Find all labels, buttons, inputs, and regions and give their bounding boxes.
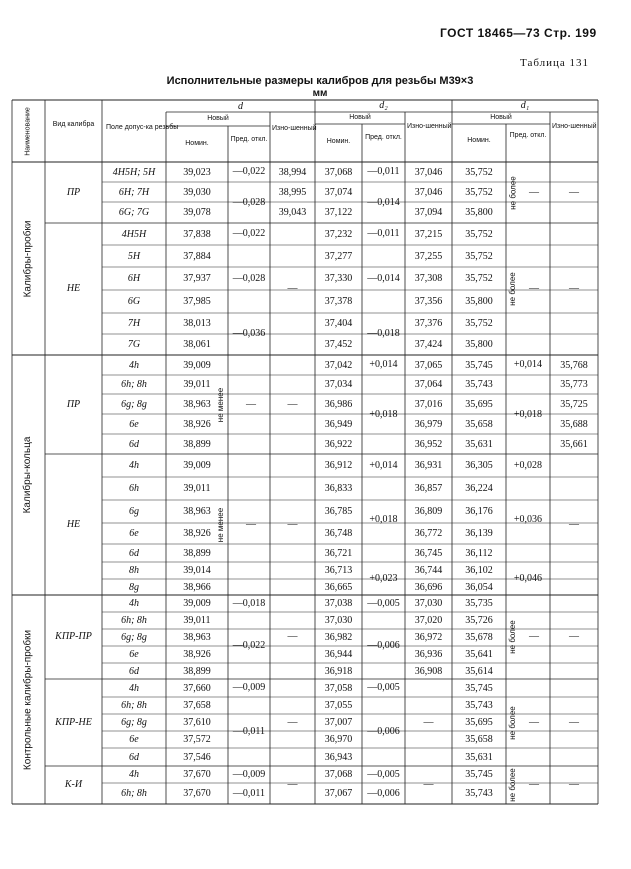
- dash-cell: —: [529, 186, 539, 198]
- tolerance-cell: 6H; 7H: [118, 186, 150, 198]
- d-dev-cell: —0,036: [232, 328, 266, 339]
- d-nom-cell: 37,838: [183, 228, 211, 240]
- d2-worn-cell: 37,016: [414, 398, 443, 410]
- d1-nom-cell: 35,695: [465, 717, 493, 728]
- d2-dev-cell: —0,006: [367, 725, 400, 737]
- d2-worn-cell: 36,952: [414, 438, 443, 450]
- kind-label: ПР: [66, 398, 81, 410]
- tolerance-cell: 6g; 8g: [121, 632, 147, 643]
- col-header-new: Новый: [207, 115, 229, 122]
- tolerance-cell: 6g; 8g: [121, 398, 147, 410]
- d2-nom-cell: 36,912: [324, 460, 353, 471]
- d-nom-cell: 38,899: [183, 547, 211, 559]
- d2-worn-cell: 36,931: [414, 460, 443, 471]
- d1-nom-cell: 35,752: [465, 228, 493, 240]
- col-header-d2: d₂: [379, 100, 388, 111]
- tolerance-cell: 6d: [129, 751, 139, 763]
- d1-nom-cell: 36,112: [465, 547, 493, 559]
- d-nom-cell: 39,011: [183, 483, 211, 494]
- d2-dev-cell: +0,014: [369, 459, 398, 471]
- tolerance-cell: 4h: [129, 682, 139, 694]
- dash-cell: —: [287, 518, 298, 530]
- col-header-worn: Изно-шенный: [407, 123, 452, 130]
- d2-dev-cell: —0,011: [367, 228, 400, 239]
- d1-nom-cell: 35,743: [465, 700, 493, 711]
- d2-worn-cell: 36,936: [414, 649, 443, 660]
- d-nom-cell: 38,963: [183, 398, 211, 410]
- d1-nom-cell: 35,752: [465, 186, 493, 198]
- d1-nom-cell: 35,752: [465, 273, 493, 284]
- d1-nom-cell: 35,745: [465, 769, 493, 780]
- tolerance-cell: 7G: [127, 339, 141, 350]
- d1-nom-cell: 36,176: [465, 506, 493, 517]
- tolerance-cell: 6G: [127, 296, 141, 307]
- col-header-dev: Пред. откл.: [509, 132, 547, 139]
- d-dev-cell: —0,022: [232, 228, 266, 239]
- d2-dev-cell: +0,023: [369, 572, 398, 584]
- tolerance-cell: 7H: [127, 318, 141, 329]
- d2-dev-cell: +0,018: [369, 513, 398, 525]
- d2-worn-cell: 37,064: [414, 379, 443, 390]
- table-number: Таблица 131: [520, 57, 590, 69]
- d2-nom-cell: 37,042: [324, 359, 353, 371]
- d-nom-cell: 38,966: [183, 581, 211, 593]
- d1-nom-cell: 35,743: [465, 379, 493, 390]
- tolerance-cell: 6d: [129, 547, 139, 559]
- col-header-nom: Номин.: [467, 137, 491, 144]
- d2-worn-cell: 37,046: [414, 186, 443, 198]
- d2-nom-cell: 37,067: [324, 788, 353, 799]
- d2-dev-cell: +0,018: [369, 408, 398, 420]
- d-nom-cell: 38,963: [183, 632, 211, 643]
- d2-nom-cell: 36,665: [324, 581, 353, 593]
- tolerance-cell: 5H: [127, 250, 141, 262]
- d2-worn-cell: 37,046: [414, 166, 443, 178]
- d2-worn-cell: 36,772: [414, 528, 443, 539]
- d2-nom-cell: 37,378: [324, 296, 353, 307]
- d-dev-cell: —0,018: [232, 597, 266, 609]
- d1-worn-cell: 35,688: [560, 418, 588, 430]
- d-nom-cell: 39,078: [183, 207, 211, 218]
- dash-cell: —: [423, 716, 434, 728]
- d2-worn-cell: 36,696: [414, 581, 443, 593]
- d-nom-cell: 38,926: [183, 528, 211, 539]
- tolerance-cell: 6h; 8h: [121, 615, 147, 626]
- d1-nom-cell: 35,752: [465, 250, 493, 262]
- col-header-tolerance: Поле допус-ка резьбы: [106, 124, 179, 131]
- d2-nom-cell: 36,944: [324, 649, 353, 660]
- col-header-d1: d₁: [520, 100, 530, 111]
- table-caption: Исполнительные размеры калибров для резьбы М39×3: [166, 75, 474, 87]
- d-dev-cell: —0,009: [232, 682, 266, 693]
- col-header-new: Новый: [349, 114, 371, 121]
- d-nom-cell: 39,009: [183, 598, 211, 609]
- d1-nom-cell: 35,735: [465, 598, 493, 609]
- d2-worn-cell: 37,255: [414, 250, 443, 262]
- d-nom-cell: 38,963: [183, 506, 211, 517]
- dash-cell: —: [569, 779, 579, 790]
- tolerance-cell: 6H: [127, 273, 141, 284]
- d-nom-cell: 39,011: [183, 615, 211, 626]
- dash-cell: —: [529, 631, 539, 642]
- d1-nom-cell: 35,800: [465, 296, 493, 307]
- vertical-note: не менее: [216, 387, 225, 422]
- d-nom-cell: 37,546: [183, 751, 211, 763]
- col-header-name: Наименование: [24, 106, 32, 156]
- d2-worn-cell: 37,020: [414, 615, 443, 626]
- d1-dev-cell: +0,018: [513, 408, 543, 420]
- d-dev-cell: —0,011: [232, 787, 266, 799]
- d-nom-cell: 37,937: [183, 273, 211, 284]
- d1-nom-cell: 35,631: [465, 438, 493, 450]
- d2-nom-cell: 37,007: [324, 717, 353, 728]
- d2-nom-cell: 37,068: [324, 769, 353, 780]
- d-dev-cell: —0,028: [232, 273, 266, 284]
- tolerance-cell: 6e: [129, 418, 139, 430]
- vertical-note: не менее: [216, 507, 225, 542]
- d-nom-cell: 38,899: [183, 665, 211, 677]
- d2-nom-cell: 36,922: [324, 438, 353, 450]
- tolerance-cell: 6h; 8h: [121, 379, 147, 390]
- d1-nom-cell: 35,695: [465, 398, 493, 410]
- kind-label: НЕ: [66, 518, 81, 530]
- d2-worn-cell: 37,356: [414, 296, 443, 307]
- tolerance-cell: 6g: [129, 506, 139, 517]
- d-nom-cell: 38,926: [183, 649, 211, 660]
- d1-worn-cell: 35,768: [560, 359, 588, 371]
- d-nom-cell: 38,013: [183, 318, 211, 329]
- d-nom-cell: 37,670: [183, 788, 211, 799]
- vertical-note: не более: [508, 175, 517, 210]
- d2-nom-cell: 37,055: [324, 700, 353, 711]
- d2-nom-cell: 36,949: [324, 418, 353, 430]
- d2-worn-cell: 36,809: [414, 506, 443, 517]
- tolerance-cell: 4H5H; 5H: [112, 166, 156, 178]
- tolerance-cell: 6h; 8h: [121, 788, 147, 799]
- d2-worn-cell: 36,745: [414, 547, 443, 559]
- d1-worn-cell: 35,773: [560, 379, 588, 390]
- d2-worn-cell: 36,857: [414, 483, 443, 494]
- d1-nom-cell: 36,224: [465, 483, 493, 494]
- d-dev-cell: —0,011: [232, 725, 266, 737]
- dash-cell: —: [569, 186, 579, 198]
- d2-worn-cell: 37,215: [414, 228, 443, 240]
- d-dev-cell: —0,022: [232, 639, 266, 651]
- d-nom-cell: 39,014: [183, 565, 211, 576]
- d2-nom-cell: 36,918: [324, 665, 353, 677]
- tolerance-cell: 6e: [129, 528, 139, 539]
- d-nom-cell: 37,658: [183, 700, 211, 711]
- d2-dev-cell: —0,005: [367, 768, 400, 780]
- d-nom-cell: 38,926: [183, 418, 211, 430]
- d-nom-cell: 37,884: [183, 250, 211, 262]
- col-header-nom: Номин.: [326, 138, 351, 145]
- tolerance-cell: 6h: [129, 483, 139, 494]
- d-worn-cell: 38,995: [278, 186, 307, 198]
- d-nom-cell: 38,061: [183, 339, 211, 350]
- dash-cell: —: [246, 518, 256, 530]
- d2-nom-cell: 37,330: [324, 273, 353, 284]
- d1-nom-cell: 36,054: [465, 581, 493, 593]
- d2-nom-cell: 36,713: [324, 565, 353, 576]
- d1-nom-cell: 35,745: [465, 682, 493, 694]
- d2-dev-cell: —0,005: [367, 597, 400, 609]
- d2-nom-cell: 36,748: [324, 528, 353, 539]
- d2-worn-cell: 37,030: [414, 598, 443, 609]
- col-header-worn: Изно-шенный: [552, 123, 597, 130]
- d1-worn-cell: 35,661: [560, 438, 588, 450]
- kind-label: ПР: [66, 186, 81, 198]
- d2-nom-cell: 36,833: [324, 483, 353, 494]
- tolerance-cell: 6G; 7G: [118, 207, 150, 218]
- dash-cell: —: [287, 283, 298, 294]
- d-nom-cell: 37,572: [183, 734, 211, 745]
- dash-cell: —: [287, 716, 298, 728]
- d1-nom-cell: 36,139: [465, 528, 493, 539]
- d2-nom-cell: 36,721: [324, 547, 353, 559]
- vertical-note: не более: [508, 705, 517, 740]
- tolerance-cell: 6d: [129, 665, 139, 677]
- d2-dev-cell: —0,014: [367, 273, 400, 284]
- kind-label: К-И: [64, 779, 83, 790]
- d-nom-cell: 39,009: [183, 359, 211, 371]
- dash-cell: —: [529, 283, 539, 294]
- dash-cell: —: [287, 398, 298, 410]
- d1-nom-cell: 35,614: [465, 665, 493, 677]
- d2-nom-cell: 36,943: [324, 751, 353, 763]
- d-dev-cell: —0,022: [232, 166, 266, 177]
- group-label: Контрольные калибры-пробки: [22, 629, 33, 770]
- d1-nom-cell: 35,745: [465, 359, 493, 371]
- d1-nom-cell: 35,752: [465, 166, 493, 178]
- tolerance-cell: 8h: [129, 565, 139, 576]
- col-header-new: Новый: [490, 114, 512, 121]
- d1-nom-cell: 35,631: [465, 751, 493, 763]
- d1-nom-cell: 35,678: [465, 632, 493, 643]
- d-worn-cell: 39,043: [278, 207, 307, 218]
- d1-worn-cell: 35,725: [560, 398, 588, 410]
- dash-cell: —: [287, 631, 298, 642]
- col-header-worn: Изно-шенный: [272, 125, 317, 132]
- tolerance-cell: 8g: [129, 581, 139, 593]
- d1-nom-cell: 35,658: [465, 734, 493, 745]
- d2-dev-cell: —0,006: [367, 787, 400, 799]
- d1-nom-cell: 35,726: [465, 615, 493, 626]
- d-nom-cell: 39,009: [183, 460, 211, 471]
- d2-dev-cell: —0,011: [367, 166, 400, 177]
- d-nom-cell: 37,660: [183, 682, 211, 694]
- d2-nom-cell: 37,404: [324, 318, 353, 329]
- d1-nom-cell: 35,800: [465, 207, 493, 218]
- group-label: Калибры-пробки: [22, 220, 33, 297]
- d2-dev-cell: +0,014: [369, 359, 398, 370]
- tolerance-cell: 4h: [129, 359, 139, 371]
- kind-label: КПР-НЕ: [55, 716, 92, 728]
- d2-nom-cell: 37,058: [324, 682, 353, 694]
- d-dev-cell: —0,028: [232, 196, 266, 208]
- d2-nom-cell: 37,074: [324, 186, 353, 198]
- tolerance-cell: 6h; 8h: [121, 700, 147, 711]
- dash-cell: —: [246, 398, 256, 410]
- d-nom-cell: 37,670: [183, 769, 211, 780]
- dash-cell: —: [287, 779, 298, 790]
- d2-nom-cell: 37,277: [324, 250, 353, 262]
- d2-nom-cell: 37,232: [324, 228, 353, 240]
- d2-nom-cell: 37,452: [324, 339, 353, 350]
- d-worn-cell: 38,994: [278, 166, 307, 178]
- vertical-note: не более: [508, 272, 517, 306]
- dash-cell: —: [569, 518, 579, 530]
- d1-dev-cell: +0,036: [513, 513, 543, 525]
- d1-nom-cell: 35,752: [465, 318, 493, 329]
- d2-worn-cell: 37,424: [414, 339, 443, 350]
- dash-cell: —: [569, 283, 579, 294]
- vertical-note: не более: [508, 620, 517, 654]
- d2-worn-cell: 37,376: [414, 318, 443, 329]
- col-header-dev: Пред. откл.: [230, 136, 268, 143]
- d1-nom-cell: 35,800: [465, 339, 493, 350]
- d2-nom-cell: 37,122: [324, 207, 353, 218]
- d2-dev-cell: —0,018: [367, 328, 400, 339]
- tolerance-cell: 6g; 8g: [121, 717, 147, 728]
- dash-cell: —: [423, 779, 434, 790]
- d1-nom-cell: 35,641: [465, 649, 493, 660]
- col-header-kind: Вид калибра: [52, 121, 95, 128]
- page-header-gost: ГОСТ 18465—73 Стр. 199: [440, 26, 597, 40]
- dash-cell: —: [529, 716, 539, 728]
- dash-cell: —: [569, 631, 579, 642]
- d-nom-cell: 38,899: [183, 438, 211, 450]
- d2-nom-cell: 36,982: [324, 632, 353, 643]
- col-header-d: d: [238, 101, 243, 112]
- d1-dev-cell: +0,014: [513, 359, 543, 370]
- d2-nom-cell: 36,986: [324, 398, 353, 410]
- d1-nom-cell: 36,102: [465, 565, 493, 576]
- tolerance-cell: 4H5H: [121, 228, 147, 240]
- d-nom-cell: 39,030: [183, 186, 211, 198]
- d2-dev-cell: —0,014: [367, 196, 400, 208]
- tolerance-cell: 6e: [129, 649, 139, 660]
- d2-nom-cell: 37,038: [324, 598, 353, 609]
- d2-worn-cell: 36,744: [414, 565, 443, 576]
- d2-nom-cell: 37,030: [324, 615, 353, 626]
- d2-worn-cell: 36,908: [414, 665, 443, 677]
- tolerance-cell: 4h: [129, 769, 139, 780]
- d2-worn-cell: 37,094: [414, 207, 443, 218]
- d1-dev-cell: +0,028: [513, 459, 543, 471]
- dash-cell: —: [569, 716, 579, 728]
- d-nom-cell: 39,023: [183, 166, 211, 178]
- d2-dev-cell: —0,006: [367, 639, 400, 651]
- d1-nom-cell: 35,743: [465, 788, 493, 799]
- d1-nom-cell: 36,305: [465, 460, 493, 471]
- d2-nom-cell: 36,785: [324, 506, 353, 517]
- d2-dev-cell: —0,005: [367, 682, 400, 693]
- vertical-note: не более: [508, 768, 517, 802]
- tolerance-cell: 6d: [129, 438, 139, 450]
- kind-label: КПР-ПР: [55, 631, 92, 642]
- d-nom-cell: 37,610: [183, 717, 211, 728]
- d1-nom-cell: 35,658: [465, 418, 493, 430]
- d2-worn-cell: 36,972: [414, 632, 443, 643]
- tolerance-cell: 6e: [129, 734, 139, 745]
- tolerance-cell: 4h: [129, 598, 139, 609]
- d2-worn-cell: 36,979: [414, 418, 443, 430]
- d2-worn-cell: 37,065: [414, 359, 443, 371]
- tolerance-cell: 4h: [129, 460, 139, 471]
- kind-label: НЕ: [66, 283, 81, 294]
- d1-dev-cell: +0,046: [513, 572, 543, 584]
- table-unit: мм: [312, 88, 328, 99]
- d2-nom-cell: 37,034: [324, 379, 353, 390]
- d2-nom-cell: 37,068: [324, 166, 353, 178]
- d2-nom-cell: 36,970: [324, 734, 353, 745]
- col-header-nom: Номин.: [185, 140, 209, 147]
- d-nom-cell: 39,011: [183, 379, 211, 390]
- d2-worn-cell: 37,308: [414, 273, 443, 284]
- d-nom-cell: 37,985: [183, 296, 211, 307]
- col-header-dev: Пред. откл.: [365, 134, 402, 141]
- group-label: Калибры-кольца: [22, 436, 33, 514]
- d-dev-cell: —0,009: [232, 768, 266, 780]
- dash-cell: —: [529, 779, 539, 790]
